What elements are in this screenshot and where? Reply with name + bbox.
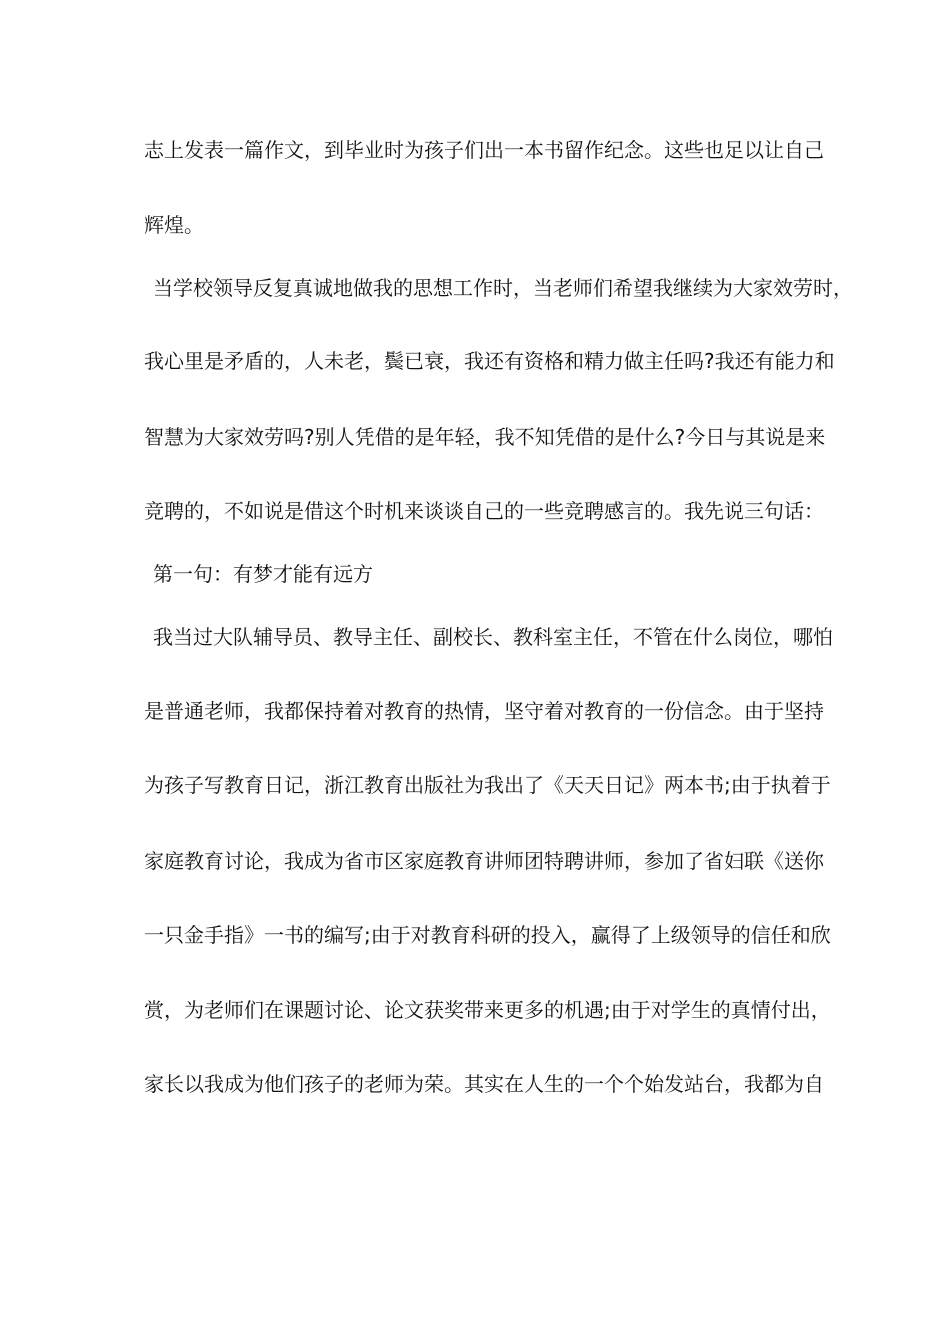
text-line-10: 为孩子写教育日记，浙江教育出版社为我出了《天天日记》两本书;由于执着于 — [144, 773, 831, 797]
text-line-6: 竞聘的，不如说是借这个时机来谈谈自己的一些竞聘感言的。我先说三句话： — [144, 499, 824, 523]
text-line-13: 赏，为老师们在课题讨论、论文获奖带来更多的机遇;由于对学生的真情付出， — [144, 998, 831, 1022]
text-line-2: 辉煌。 — [144, 213, 204, 237]
text-line-14: 家长以我成为他们孩子的老师为荣。其实在人生的一个个始发站台，我都为自 — [144, 1072, 824, 1096]
text-line-4: 我心里是矛盾的，人未老，鬓已衰，我还有资格和精力做主任吗?我还有能力和 — [144, 349, 835, 373]
text-line-5: 智慧为大家效劳吗?别人凭借的是年轻，我不知凭借的是什么?今日与其说是来 — [144, 425, 826, 449]
text-line-9: 是普通老师，我都保持着对教育的热情，坚守着对教育的一份信念。由于坚持 — [144, 699, 824, 723]
text-line-12: 一只金手指》一书的编写;由于对教育科研的投入，赢得了上级领导的信任和欣 — [144, 923, 831, 947]
text-line-11: 家庭教育讨论，我成为省市区家庭教育讲师团特聘讲师，参加了省妇联《送你 — [144, 849, 824, 873]
text-line-1: 志上发表一篇作文，到毕业时为孩子们出一本书留作纪念。这些也足以让自己 — [144, 138, 824, 162]
text-line-8: 我当过大队辅导员、教导主任、副校长、教科室主任，不管在什么岗位，哪怕 — [153, 625, 833, 649]
section-heading: 第一句：有梦才能有远方 — [153, 562, 373, 586]
text-line-3: 当学校领导反复真诚地做我的思想工作时，当老师们希望我继续为大家效劳时， — [153, 276, 853, 300]
